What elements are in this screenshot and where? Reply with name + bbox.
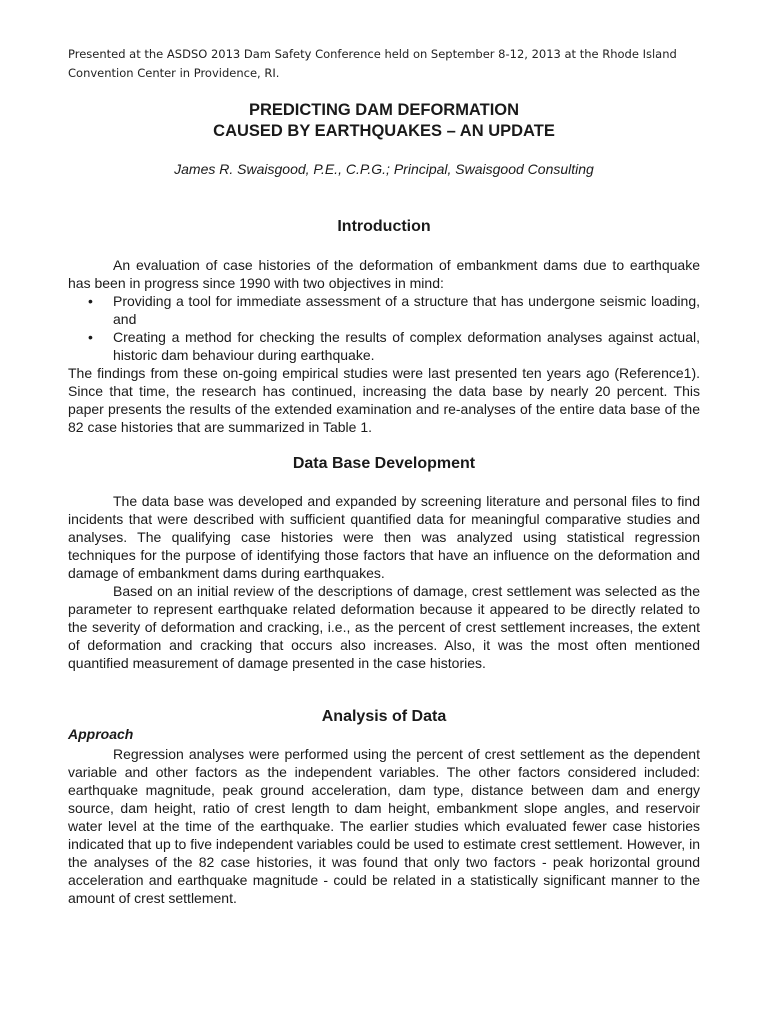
bullet-icon: • [88, 293, 93, 309]
title-line-1: PREDICTING DAM DEFORMATION [248, 101, 520, 119]
introduction-body [68, 256, 700, 436]
data-base-paragraph-2: Based on an initial review of the descriptions of damage, crest settlement was selected as the parameter to represent earthquake related deformation because it appeared to be directly related to the severity of deformation and cracking, i.e., as the percent of crest settlement increases, the extent of deformation and cracking that occurs also increases. Also, it was the most often mentioned quantified measurement of damage presented in the case histories. [68, 583, 700, 671]
author-line: James R. Swaisgood, P.E., C.P.G.; Principal, Swaisgood Consulting [174, 161, 594, 177]
paper-title [0, 100, 768, 142]
analysis-paragraph-1: Regression analyses were performed using the percent of crest settlement as the dependent variable and other factors as the independent variables. The other factors considered included: earthquake magnitude, peak ground acceleration, dam type, distance between dam and energy source, dam height, ratio of crest length to dam height, embankment slope angles, and reservoir water level at the time of the earthquake. The earlier studies which evaluated fewer case histories indicated that up to five independent variables could be used to estimate crest settlement. However, in the analyses of the 82 case histories, it was found that only two factors - peak horizontal ground acceleration and earthquake magnitude - could be related in a statistically significant manner to the amount of crest settlement. [68, 746, 700, 906]
approach-subheading: Approach [68, 726, 134, 742]
introduction-heading: Introduction [337, 218, 431, 235]
analysis-heading: Analysis of Data [321, 708, 447, 725]
introduction-paragraph-2: The findings from these on-going empirical studies were last presented ten years ago (Reference1). Since that time, the research has continued, increasing the data base by nearly 20 percent. This paper presents the results of the extended examination and re-analyses of the entire data base of the 82 case histories that are summarized in Table 1. [68, 365, 700, 435]
bullet-icon: • [88, 329, 93, 345]
list-item [68, 292, 700, 328]
list-item-text: Creating a method for checking the results of complex deformation analyses against actual, historic dam behaviour during earthquake. [113, 329, 700, 363]
data-base-heading: Data Base Development [292, 455, 476, 472]
objectives-list [68, 292, 700, 364]
data-base-paragraph-1: The data base was developed and expanded by screening literature and personal files to find incidents that were described with sufficient quantified data for meaningful comparative studies and analyses. The qualifying case histories were then was analyzed using statistical regression techniques for the purpose of identifying those factors that have an influence on the deformation and damage of embankment dams during earthquakes. [68, 493, 700, 581]
list-item-text: Providing a tool for immediate assessment of a structure that has undergone seismic loading, and [113, 293, 700, 327]
data-base-body [68, 492, 700, 672]
list-item [68, 328, 700, 364]
analysis-body [68, 745, 700, 907]
title-line-2: CAUSED BY EARTHQUAKES – AN UPDATE [213, 122, 555, 140]
conference-note: Presented at the ASDSO 2013 Dam Safety Conference held on September 8-12, 2013 at the Rhode Island Convention Center in Providence, RI. [68, 47, 677, 80]
introduction-paragraph-1: An evaluation of case histories of the deformation of embankment dams due to earthquake has been in progress since 1990 with two objectives in mind: [68, 257, 700, 291]
